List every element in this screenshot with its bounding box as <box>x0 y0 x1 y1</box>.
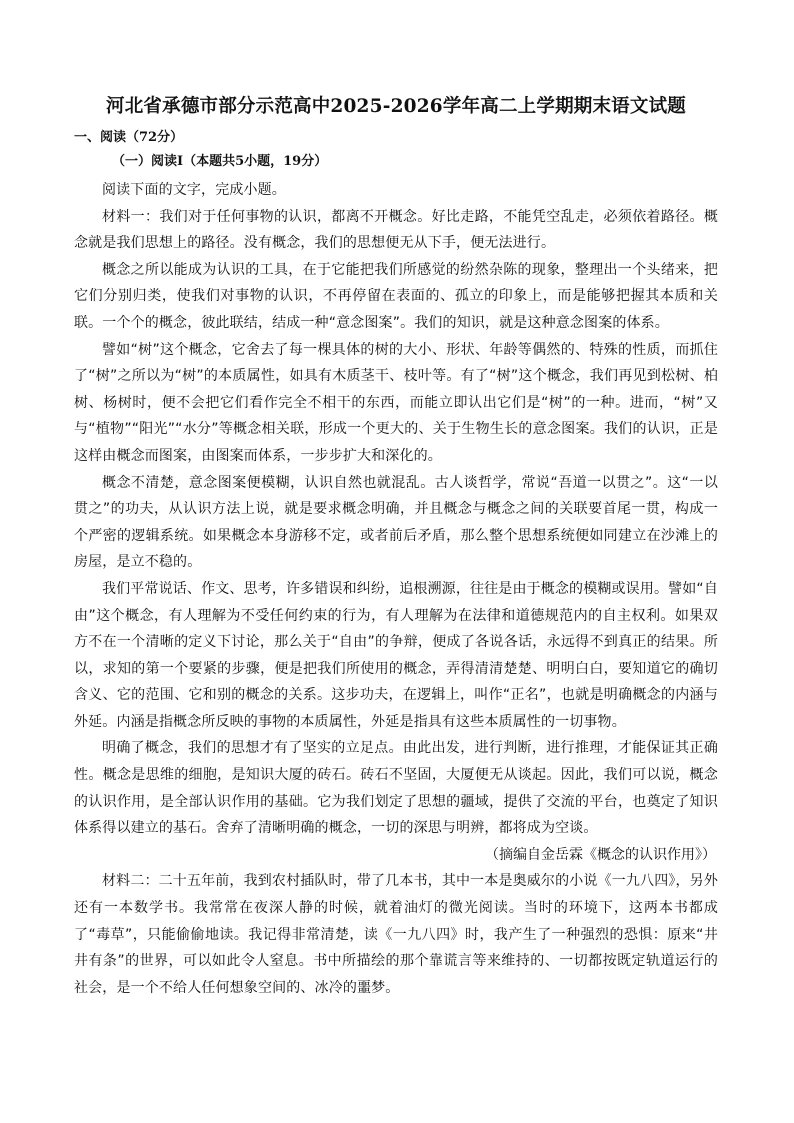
paragraph: 明确了概念，我们的思想才有了坚实的立足点。由此出发，进行判断，进行推理，才能保证其正确性。概念是思维的细胞，是知识大厦的砖石。砖石不坚固，大厦便无从谈起。因此，我们可以说，概念的认识作用，是全部认识作用的基础。它为我们划定了思想的疆域，提供了交流的平台，也奠定了知识体系得以建立的基石。舍弃了清晰明确的概念，一切的深思与明辨，都将成为空谈。 <box>74 740 718 837</box>
material-one <box>74 204 718 869</box>
paragraph: 材料一：我们对于任何事物的认识，都离不开概念。好比走路，不能凭空乱走，必须依着路径。概念就是我们思想上的路径。没有概念，我们的思想便无从下手，便无法进行。 <box>74 208 718 252</box>
page-title: 河北省承德市部分示范高中2025-2026学年高二上学期期末语文试题 <box>106 96 686 117</box>
paragraph: 材料二：二十五年前，我到农村插队时，带了几本书，其中一本是奥威尔的小说《一九八四》，另外还有一本数学书。我常常在夜深人静的时候，就着油灯的微光阅读。当时的环境下，这两本书都成了“毒草”，只能偷偷地读。我记得非常清楚，读《一九八四》时，我产生了一种强烈的恐惧：原来“井井有条”的世界，可以如此令人窒息。书中所描绘的那个靠谎言等来维持的、一切都按既定轨道运行的社会，是一个不给人任何想象空间的、冰冷的噩梦。 <box>74 873 718 996</box>
instruction-text: 阅读下面的文字，完成小题。 <box>102 182 286 198</box>
material-two <box>74 868 718 1001</box>
paragraph: 譬如“树”这个概念，它舍去了每一棵具体的树的大小、形状、年龄等偶然的、特殊的性质，而抓住了“树”之所以为“树”的本质属性，如具有木质茎干、枝叶等。有了“树”这个概念，我们再见到松树、柏树、杨树时，便不会把它们看作完全不相干的东西，而能立即认出它们是“树”的一种。进而，“树”又与“植物”“阳光”“水分”等概念相关联，形成一个更大的、关于生物生长的意念图案。我们的认识，正是这样由概念而图案，由图案而体系，一步步扩大和深化的。 <box>74 341 718 464</box>
section-heading-reading: 一、阅读（72分） <box>74 130 184 145</box>
source-citation: （摘编自金岳霖《概念的认识作用》） <box>485 846 716 863</box>
sub-heading-reading-one: （一）阅读Ⅰ（本题共5小题，19分） <box>112 154 328 169</box>
paragraph: 我们平常说话、作文、思考，许多错误和纠纷，追根溯源，往往是由于概念的模糊或误用。譬如“自由”这个概念，有人理解为不受任何约束的行为，有人理解为在法律和道德规范内的自主权利。如果双方不在一个清晰的定义下讨论，那么关于“自由”的争辩，便成了各说各话，永远得不到真正的结果。所以，求知的第一个要紧的步骤，便是把我们所使用的概念，弄得清清楚楚、明明白白，要知道它的确切含义、它的范围、它和别的概念的关系。这步功夫，在逻辑上，叫作“正名”，也就是明确概念的内涵与外延。内涵是指概念所反映的事物的本质属性，外延是指具有这些本质属性的一切事物。 <box>74 580 718 730</box>
paragraph: 概念之所以能成为认识的工具，在于它能把我们所感觉的纷然杂陈的现象，整理出一个头绪来，把它们分别归类，使我们对事物的认识，不再停留在表面的、孤立的印象上，而是能够把握其本质和关联。一个个的概念，彼此联结，结成一种“意念图案”。我们的知识，就是这种意念图案的体系。 <box>74 261 718 331</box>
paragraph: 概念不清楚，意念图案便模糊，认识自然也就混乱。古人谈哲学，常说“吾道一以贯之”。这“一以贯之”的功夫，从认识方法上说，就是要求概念明确，并且概念与概念之间的关联要首尾一贯，构成一个严密的逻辑系统。如果概念本身游移不定，或者前后矛盾，那么整个思想系统便如同建立在沙滩上的房屋，是立不稳的。 <box>74 474 718 571</box>
